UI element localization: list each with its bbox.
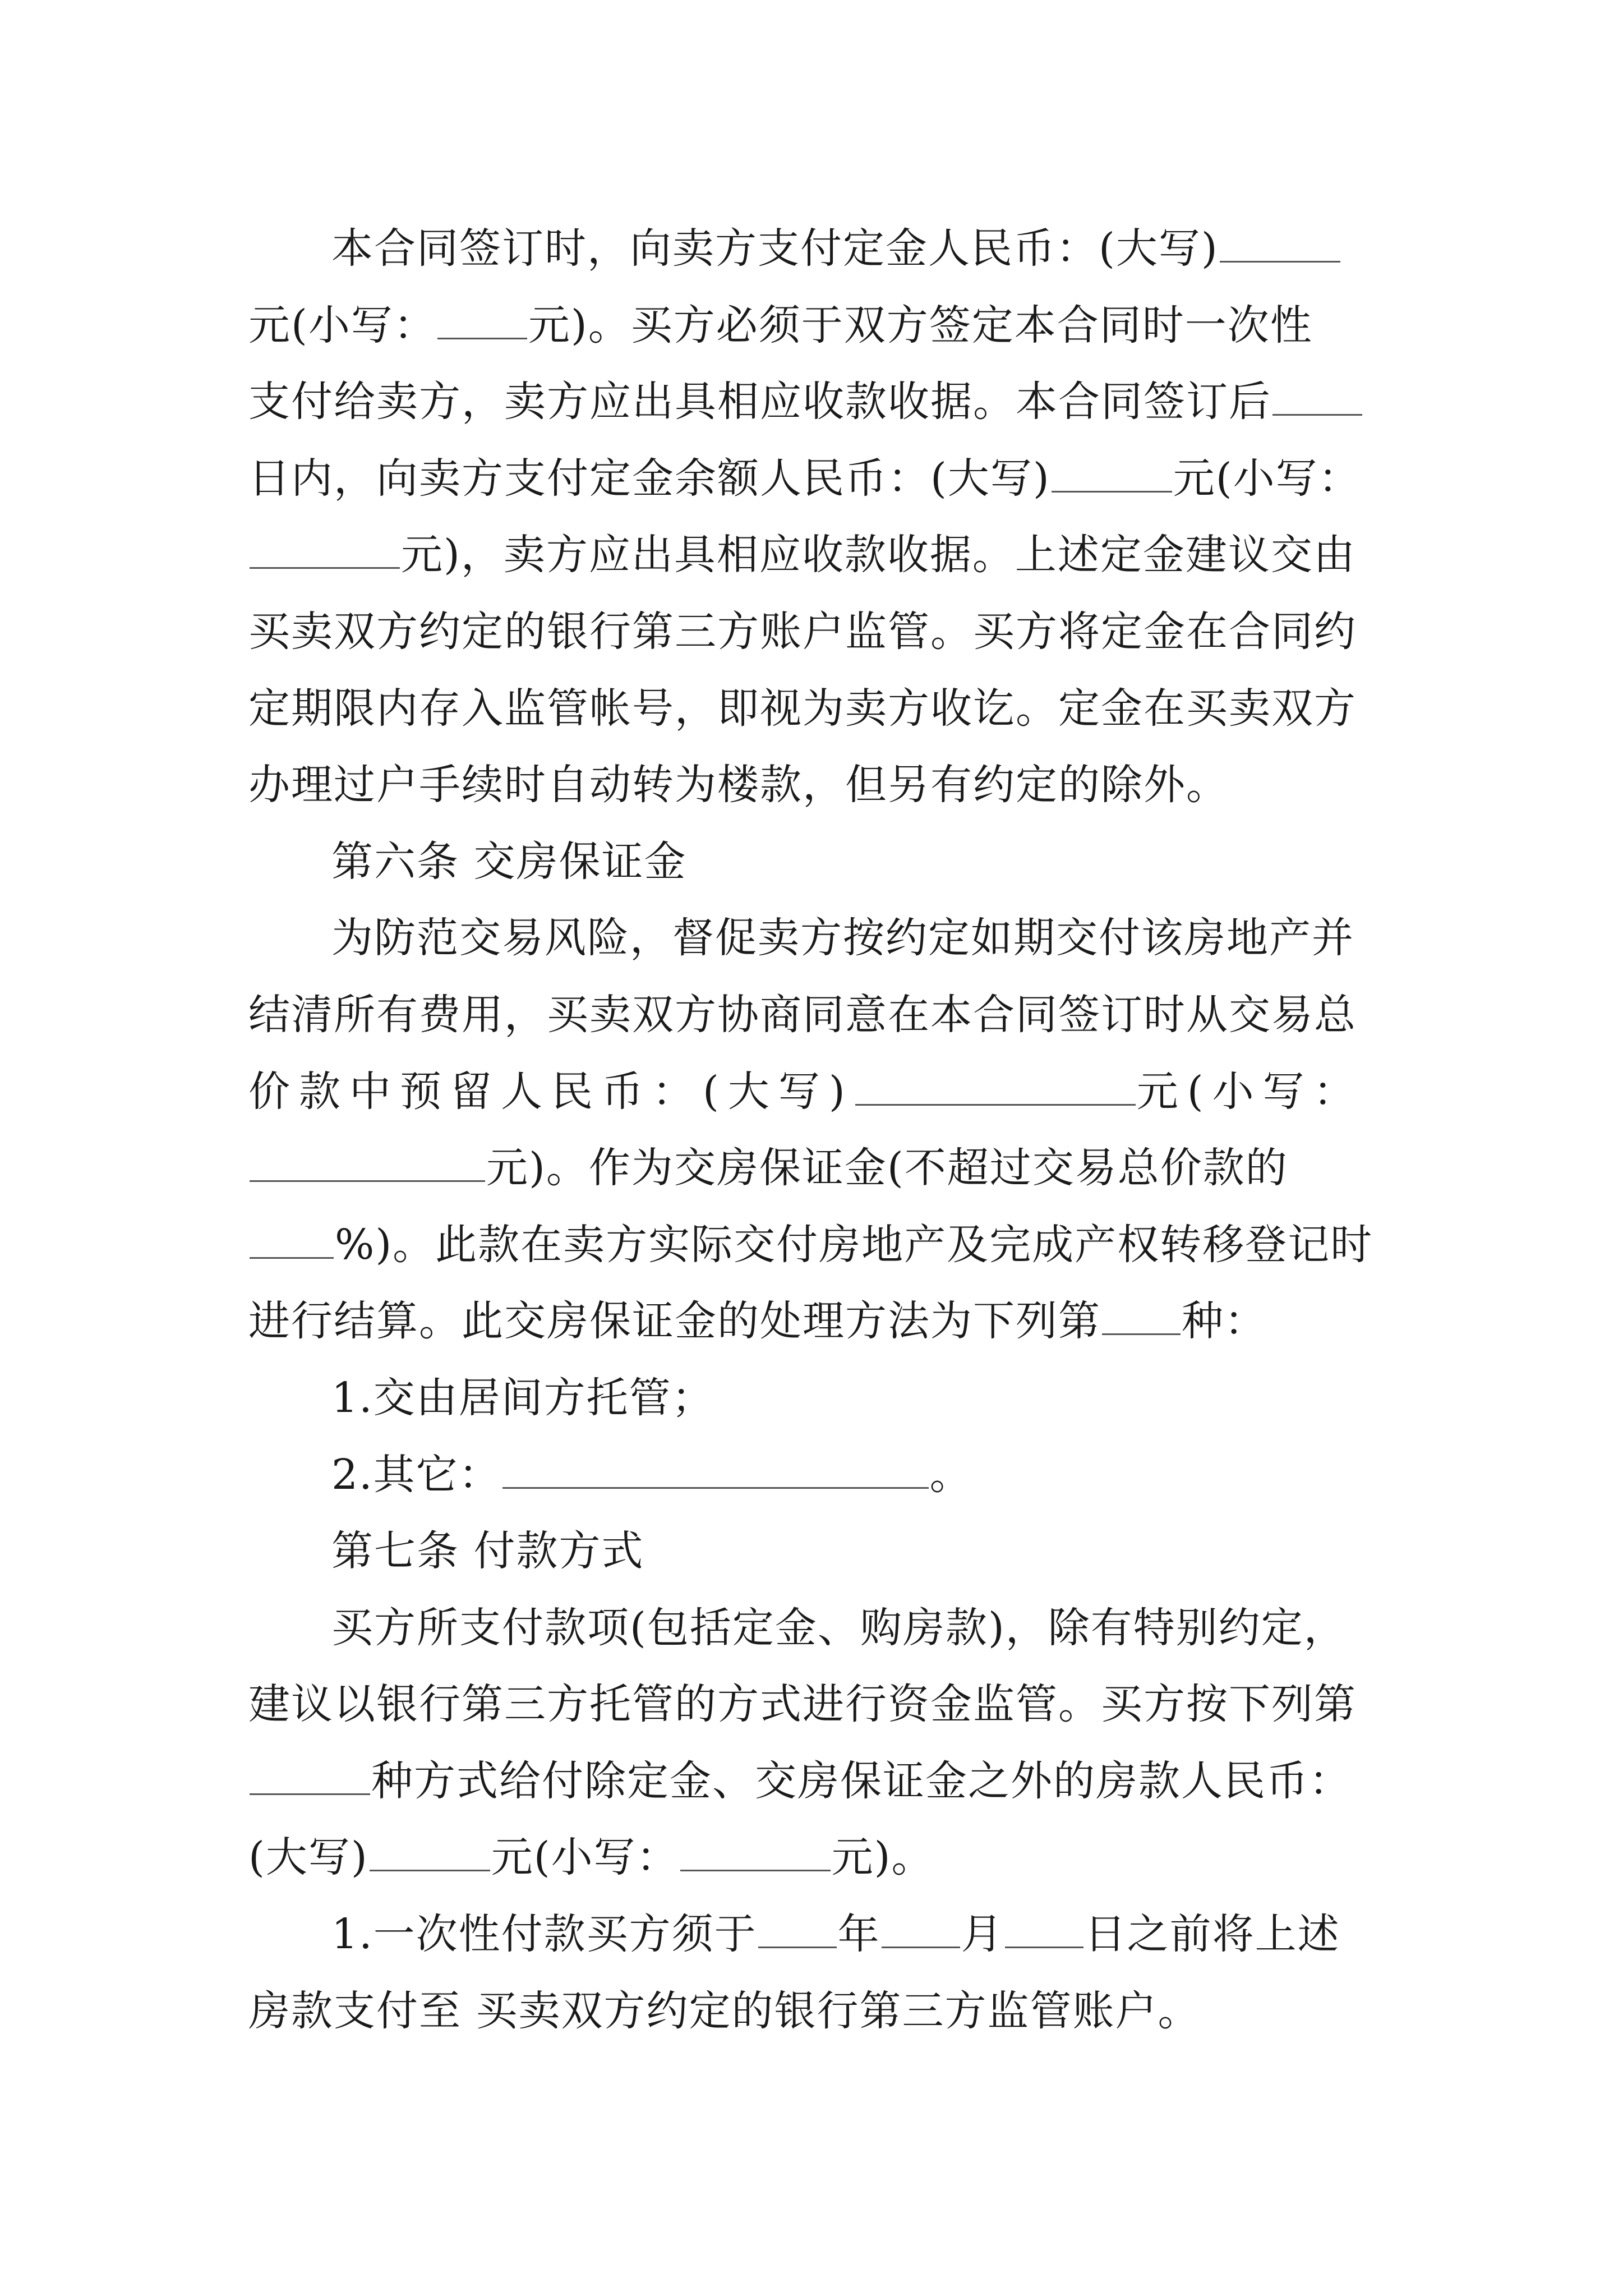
document-body	[248, 210, 1388, 2049]
paragraph-line	[248, 900, 1388, 977]
fill-blank	[882, 1907, 960, 1948]
paragraph-line	[248, 440, 1388, 517]
text-segment: 种方式给付除定金、交房保证金之外的房款人民币：	[371, 1756, 1352, 1805]
fill-blank	[250, 1754, 370, 1795]
text-segment: 第七条 付款方式	[331, 1527, 644, 1576]
paragraph-line	[248, 517, 1388, 593]
fill-blank	[855, 1065, 1136, 1106]
text-segment: 月	[961, 1910, 1004, 1959]
paragraph-line	[248, 1053, 1388, 1130]
paragraph-line	[248, 670, 1388, 747]
text-segment: 元(小写：	[248, 301, 436, 349]
fill-blank	[250, 528, 400, 569]
text-segment: 建议以银行第三方托管的方式进行资金监管。买方按下列第	[248, 1680, 1357, 1729]
text-segment: 定期限内存入监管帐号，即视为卖方收讫。定金在买卖双方	[248, 684, 1357, 733]
text-segment: 元(小写：	[491, 1833, 679, 1882]
fill-blank	[250, 1141, 485, 1182]
text-segment: 2.其它：	[331, 1450, 501, 1499]
paragraph-line	[248, 1819, 1388, 1896]
text-segment: 办理过户手续时自动转为楼款，但另有约定的除外。	[248, 761, 1229, 809]
list-item	[248, 1896, 1388, 1973]
text-segment: 日内，向卖方支付定金余额人民币：(大写)	[248, 454, 1050, 503]
fill-blank	[437, 298, 527, 339]
paragraph-line	[248, 1283, 1388, 1360]
fill-blank	[502, 1448, 929, 1489]
text-segment: 。	[929, 1450, 972, 1499]
text-segment: %)。此款在卖方实际交付房地产及完成产权转移登记时	[335, 1220, 1373, 1269]
paragraph-line	[248, 593, 1388, 670]
paragraph-line	[248, 1130, 1388, 1207]
text-segment: 为防范交易风险，督促卖方按约定如期交付该房地产并	[331, 914, 1354, 963]
text-segment: (大写)	[248, 1833, 368, 1882]
text-segment: 买方所支付款项(包括定金、购房款)，除有特别约定，	[331, 1603, 1347, 1652]
paragraph-line	[248, 747, 1388, 823]
text-segment: 结清所有费用，买卖双方协商同意在本合同签订时从交易总	[248, 990, 1357, 1039]
text-segment: 本合同签订时，向卖方支付定金人民币：(大写)	[331, 224, 1219, 273]
text-segment: 日之前将上述	[1084, 1910, 1340, 1959]
text-segment: 第六条 交房保证金	[331, 837, 687, 886]
fill-blank	[680, 1830, 831, 1871]
fill-blank	[1272, 375, 1362, 416]
text-segment: 进行结算。此交房保证金的处理方法为下列第	[248, 1297, 1101, 1346]
fill-blank	[250, 1218, 334, 1259]
paragraph-line	[248, 1666, 1388, 1743]
section-heading	[248, 1513, 1388, 1590]
fill-blank	[1102, 1294, 1181, 1335]
text-segment: 价款中预留人民币：(大写)	[248, 1067, 854, 1116]
text-segment: 房款支付至 买卖双方约定的银行第三方监管账户。	[248, 1986, 1201, 2035]
text-segment: 1.交由居间方托管；	[331, 1373, 714, 1422]
text-segment: 年	[837, 1910, 880, 1959]
list-item	[248, 1360, 1388, 1437]
text-segment: 元)。	[831, 1833, 934, 1882]
paragraph-line	[248, 977, 1388, 1053]
paragraph-line	[248, 364, 1388, 440]
text-segment: 1.一次性付款买方须于	[331, 1910, 757, 1959]
fill-blank	[758, 1907, 837, 1948]
list-item	[248, 1437, 1388, 1513]
paragraph-line	[248, 210, 1388, 287]
fill-blank	[1005, 1907, 1083, 1948]
text-segment: 元)。作为交房保证金(不超过交易总价款的	[486, 1144, 1288, 1193]
paragraph-line	[248, 1743, 1388, 1820]
text-segment: 种：	[1182, 1297, 1267, 1346]
section-heading	[248, 823, 1388, 900]
text-segment: 元(小写：	[1173, 454, 1361, 503]
text-segment: 支付给卖方，卖方应出具相应收款收据。本合同签订后	[248, 378, 1271, 426]
text-segment: 元(小写：	[1136, 1067, 1364, 1116]
text-segment: 元)，卖方应出具相应收款收据。上述定金建议交由	[401, 531, 1356, 579]
paragraph-line	[248, 287, 1388, 364]
fill-blank	[370, 1830, 490, 1871]
text-segment: 买卖双方约定的银行第三方账户监管。买方将定金在合同约	[248, 607, 1357, 656]
paragraph-line	[248, 1590, 1388, 1667]
paragraph-line	[248, 1973, 1388, 2050]
paragraph-line	[248, 1207, 1388, 1283]
fill-blank	[1052, 452, 1172, 493]
fill-blank	[1220, 222, 1340, 263]
text-segment: 元)。买方必须于双方签定本合同时一次性	[528, 301, 1313, 349]
